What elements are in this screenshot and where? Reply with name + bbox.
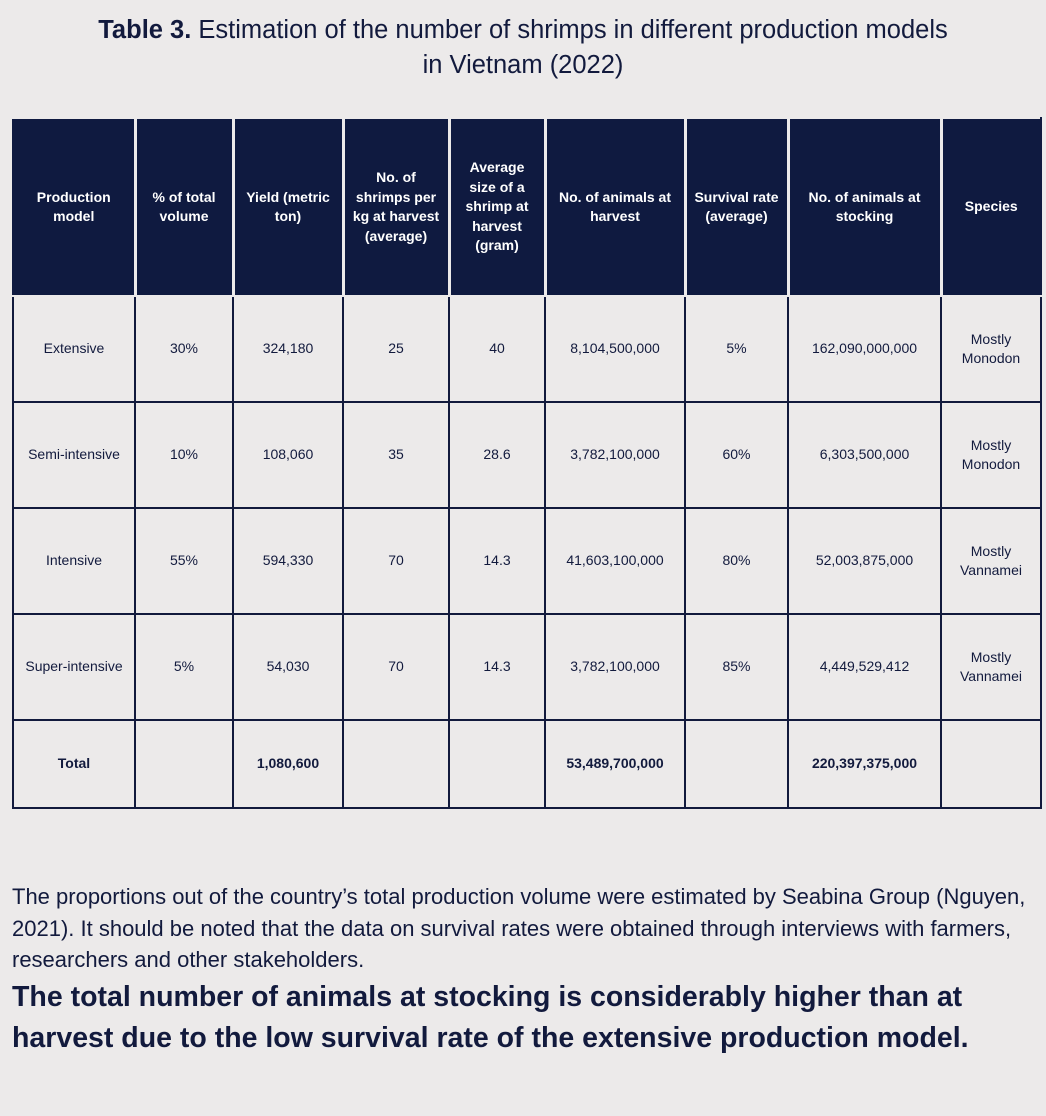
cell-survival-rate: 60% xyxy=(685,402,788,508)
total-survival-rate xyxy=(685,720,788,808)
cell-production-model: Extensive xyxy=(13,296,135,402)
table-title xyxy=(0,13,1046,83)
header-species: Species xyxy=(941,118,1041,296)
cell-animals-at-stocking: 52,003,875,000 xyxy=(788,508,941,614)
table-row xyxy=(13,614,1041,720)
table-row xyxy=(13,296,1041,402)
cell-survival-rate: 5% xyxy=(685,296,788,402)
cell-percent-total-volume: 10% xyxy=(135,402,233,508)
header-yield: Yield (metric ton) xyxy=(233,118,343,296)
cell-production-model: Super-intensive xyxy=(13,614,135,720)
cell-species: Mostly Vannamei xyxy=(941,614,1041,720)
conclusion-text: The total number of animals at stocking is considerably higher than at harvest due to the low survival rate of the extensive production model. xyxy=(12,981,969,1054)
table-title-line-1 xyxy=(0,13,1046,48)
table-title-line-2: in Vietnam (2022) xyxy=(422,51,624,79)
total-shrimps-per-kg xyxy=(343,720,449,808)
cell-species: Mostly Monodon xyxy=(941,296,1041,402)
total-animals-at-stocking: 220,397,375,000 xyxy=(788,720,941,808)
header-animals-at-stocking: No. of animals at stocking xyxy=(788,118,941,296)
table-row xyxy=(13,508,1041,614)
cell-animals-at-harvest: 3,782,100,000 xyxy=(545,614,685,720)
header-average-size: Average size of a shrimp at harvest (gram) xyxy=(449,118,545,296)
header-row xyxy=(13,118,1041,296)
cell-yield: 54,030 xyxy=(233,614,343,720)
cell-species: Mostly Monodon xyxy=(941,402,1041,508)
total-species xyxy=(941,720,1041,808)
cell-survival-rate: 85% xyxy=(685,614,788,720)
cell-species: Mostly Vannamei xyxy=(941,508,1041,614)
cell-animals-at-harvest: 41,603,100,000 xyxy=(545,508,685,614)
cell-production-model: Intensive xyxy=(13,508,135,614)
total-yield: 1,080,600 xyxy=(233,720,343,808)
cell-animals-at-harvest: 8,104,500,000 xyxy=(545,296,685,402)
shrimp-estimation-table xyxy=(12,117,1042,809)
cell-production-model: Semi-intensive xyxy=(13,402,135,508)
cell-animals-at-harvest: 3,782,100,000 xyxy=(545,402,685,508)
cell-yield: 108,060 xyxy=(233,402,343,508)
source-note: The proportions out of the country’s total production volume were estimated by Seabina Group (Nguyen, 2021). It should be noted that the data on survival rates were obtained through interviews with farmers, researchers and other stakeholders. xyxy=(12,884,1026,972)
total-average-size xyxy=(449,720,545,808)
table-row xyxy=(13,402,1041,508)
cell-average-size: 28.6 xyxy=(449,402,545,508)
table-title-text: Estimation of the number of shrimps in different production models xyxy=(198,16,948,44)
cell-average-size: 40 xyxy=(449,296,545,402)
table-label: Table 3. xyxy=(98,16,192,44)
cell-yield: 324,180 xyxy=(233,296,343,402)
cell-shrimps-per-kg: 70 xyxy=(343,614,449,720)
header-animals-at-harvest: No. of animals at harvest xyxy=(545,118,685,296)
cell-yield: 594,330 xyxy=(233,508,343,614)
cell-shrimps-per-kg: 25 xyxy=(343,296,449,402)
cell-percent-total-volume: 30% xyxy=(135,296,233,402)
total-animals-at-harvest: 53,489,700,000 xyxy=(545,720,685,808)
cell-survival-rate: 80% xyxy=(685,508,788,614)
total-percent-total-volume xyxy=(135,720,233,808)
header-shrimps-per-kg: No. of shrimps per kg at harvest (average) xyxy=(343,118,449,296)
header-survival-rate: Survival rate (average) xyxy=(685,118,788,296)
cell-percent-total-volume: 5% xyxy=(135,614,233,720)
header-percent-total-volume: % of total volume xyxy=(135,118,233,296)
cell-shrimps-per-kg: 35 xyxy=(343,402,449,508)
cell-average-size: 14.3 xyxy=(449,614,545,720)
total-row xyxy=(13,720,1041,808)
total-label: Total xyxy=(13,720,135,808)
cell-animals-at-stocking: 162,090,000,000 xyxy=(788,296,941,402)
cell-percent-total-volume: 55% xyxy=(135,508,233,614)
cell-shrimps-per-kg: 70 xyxy=(343,508,449,614)
header-production-model: Production model xyxy=(13,118,135,296)
cell-average-size: 14.3 xyxy=(449,508,545,614)
cell-animals-at-stocking: 6,303,500,000 xyxy=(788,402,941,508)
cell-animals-at-stocking: 4,449,529,412 xyxy=(788,614,941,720)
